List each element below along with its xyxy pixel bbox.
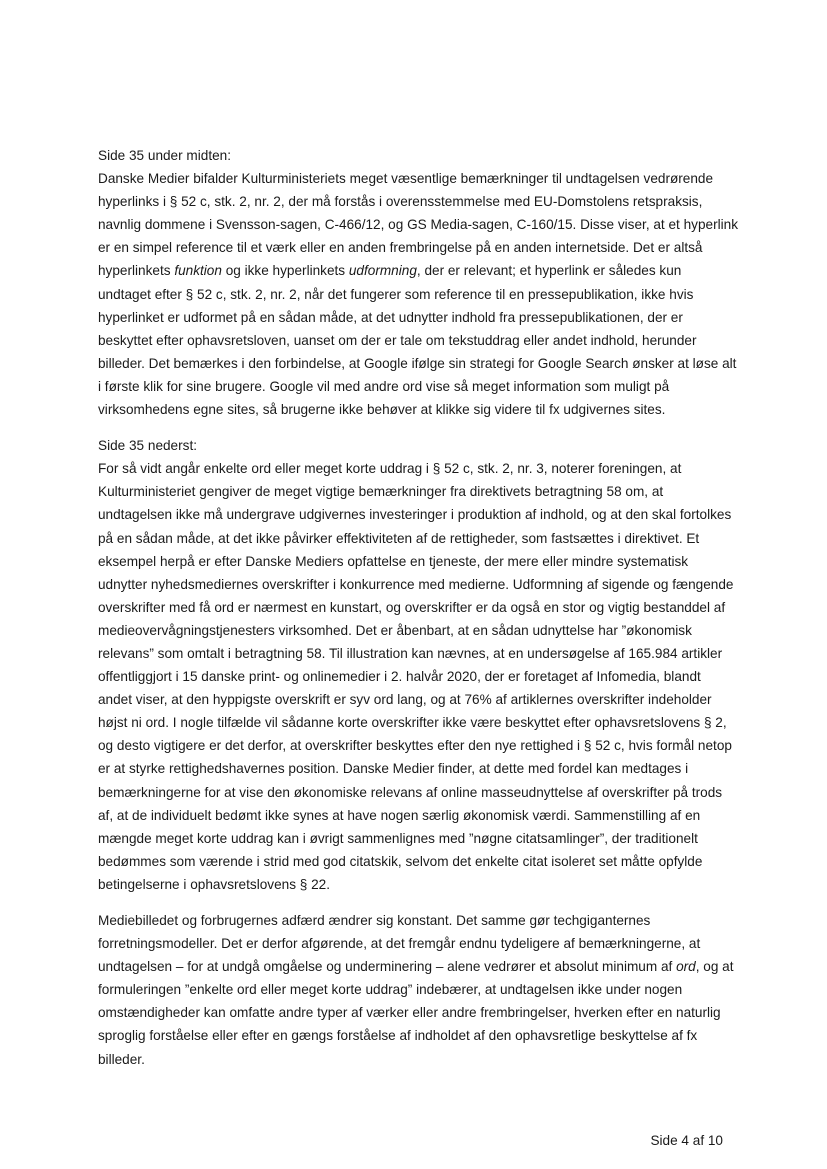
paragraph-text: Mediebilledet og forbrugernes adfærd ændrer sig konstant. Det samme gør techgiganternes forretningsmodeller. Det er derfor afgørende, at det fremgår endnu tydeligere af bemærkningerne, at undtagelsen – for at undgå omgåelse og underminering – alene vedrører et absolut minimum af <box>98 913 701 975</box>
section-side-35-under-midten <box>98 144 738 421</box>
document-body <box>98 144 738 1071</box>
paragraph-text: , der er relevant; et hyperlink er således kun undtaget efter § 52 c, stk. 2, nr. 2, når det fungerer som reference til en pressepublikation, ikke hvis hyperlinket er udformet på en sådan måde, at det udnytter indhold fra pressepublikationen, der er beskyttet efter ophavsretsloven, uanset om der er tale om tekstuddrag eller andet indhold, herunder billeder. Det bemærkes i den forbindelse, at Google ifølge sin strategi for Google Search ønsker at løse alt i første klik for sine brugere. Google vil med andre ord vise så meget information som muligt på virksomhedens egne sites, så brugerne ikke behøver at klikke sig videre til fx udgivernes sites. <box>98 263 737 418</box>
paragraph-text: For så vidt angår enkelte ord eller meget korte uddrag i § 52 c, stk. 2, nr. 3, noterer foreningen, at Kulturministeriet gengiver de meget vigtige bemærkninger fra direktivets betragtning 58 om, at undtagelsen ikke må undergrave udgivernes investeringer i produktion af indhold, og at den skal fortolkes på en sådan måde, at det ikke påvirker effektiviteten af de rettigheder, som fastsættes i direktivet. Et eksempel herpå er efter Danske Mediers opfattelse en tjeneste, der mere eller mindre systematisk udnytter nyhedsmediernes overskrifter i konkurrence med medierne. Udformning af sigende og fængende overskrifter med få ord er nærmest en kunstart, og overskrifter er da også en stor og vigtig bestanddel af medieovervågningstjenesters virksomhed. Det er åbenbart, at en sådan udnyttelse har ”økonomisk relevans” som omtalt i betragtning 58. Til illustration kan nævnes, at en undersøgelse af 165.984 artikler offentliggjort i 15 danske print- og onlinemedier i 2. halvår 2020, der er foretaget af Infomedia, blandt andet viser, at den hyppigste overskrift er syv ord lang, og at 76% af artiklernes overskrifter indeholder højst ni ord. I nogle tilfælde vil sådanne korte overskrifter ikke være beskyttet efter ophavsretslovens § 2, og desto vigtigere er det derfor, at overskrifter beskyttes efter den nye rettighed i § 52 c, hvis formål netop er at styrke rettighedshavernes position. Danske Medier finder, at dette med fordel kan medtages i bemærkningerne for at vise den økonomiske relevans af online masseudnyttelse af overskrifter på trods af, at de individuelt bedømt ikke synes at have nogen særlig økonomisk værdi. Sammenstilling af en mængde meget korte uddrag kan i øvrigt sammenlignes med ”nøgne citatsamlinger”, der traditionelt bedømmes som værende i strid med god citatskik, selvom det enkelte citat isoleret set måtte opfylde betingelserne i ophavsretslovens § 22. <box>98 461 734 892</box>
paragraph-text: og ikke hyperlinkets <box>221 263 349 279</box>
emphasis-text: udformning <box>348 263 417 279</box>
section-paragraph <box>98 909 738 1071</box>
emphasis-text: ord <box>676 959 696 975</box>
paragraph-text: , og at formuleringen ”enkelte ord eller meget korte uddrag” indebærer, at undtagelsen ikke under nogen omstændigheder kan omfatte andre typer af værker eller andre frembringelser, hverken efter en naturlig sproglig forståelse eller efter en gængs forståelse af indholdet af den ophavsretlige beskyttelse af fx billeder. <box>98 959 734 1067</box>
section-side-35-nederst <box>98 434 738 896</box>
section-paragraph <box>98 167 738 421</box>
paragraph-text: Danske Medier bifalder Kulturministeriets meget væsentlige bemærkninger til undtagelsen vedrørende hyperlinks i § 52 c, stk. 2, nr. 2, der må forstås i overensstemmelse med EU-Domstolens retspraksis, navnlig dommene i Svensson-sagen, C-466/12, og GS Media-sagen, C-160/15. Disse viser, at et hyperlink er en simpel reference til et værk eller en anden frembringelse på en anden internetside. Det er altså hyperlinkets <box>98 171 739 279</box>
section-heading: Side 35 under midten: <box>98 148 232 163</box>
section-heading: Side 35 nederst: <box>98 438 197 454</box>
section-paragraph <box>98 457 738 896</box>
section-mediebilledet <box>98 909 738 1071</box>
page-number: Side 4 af 10 <box>650 1133 723 1148</box>
emphasis-text: funktion <box>174 263 222 279</box>
